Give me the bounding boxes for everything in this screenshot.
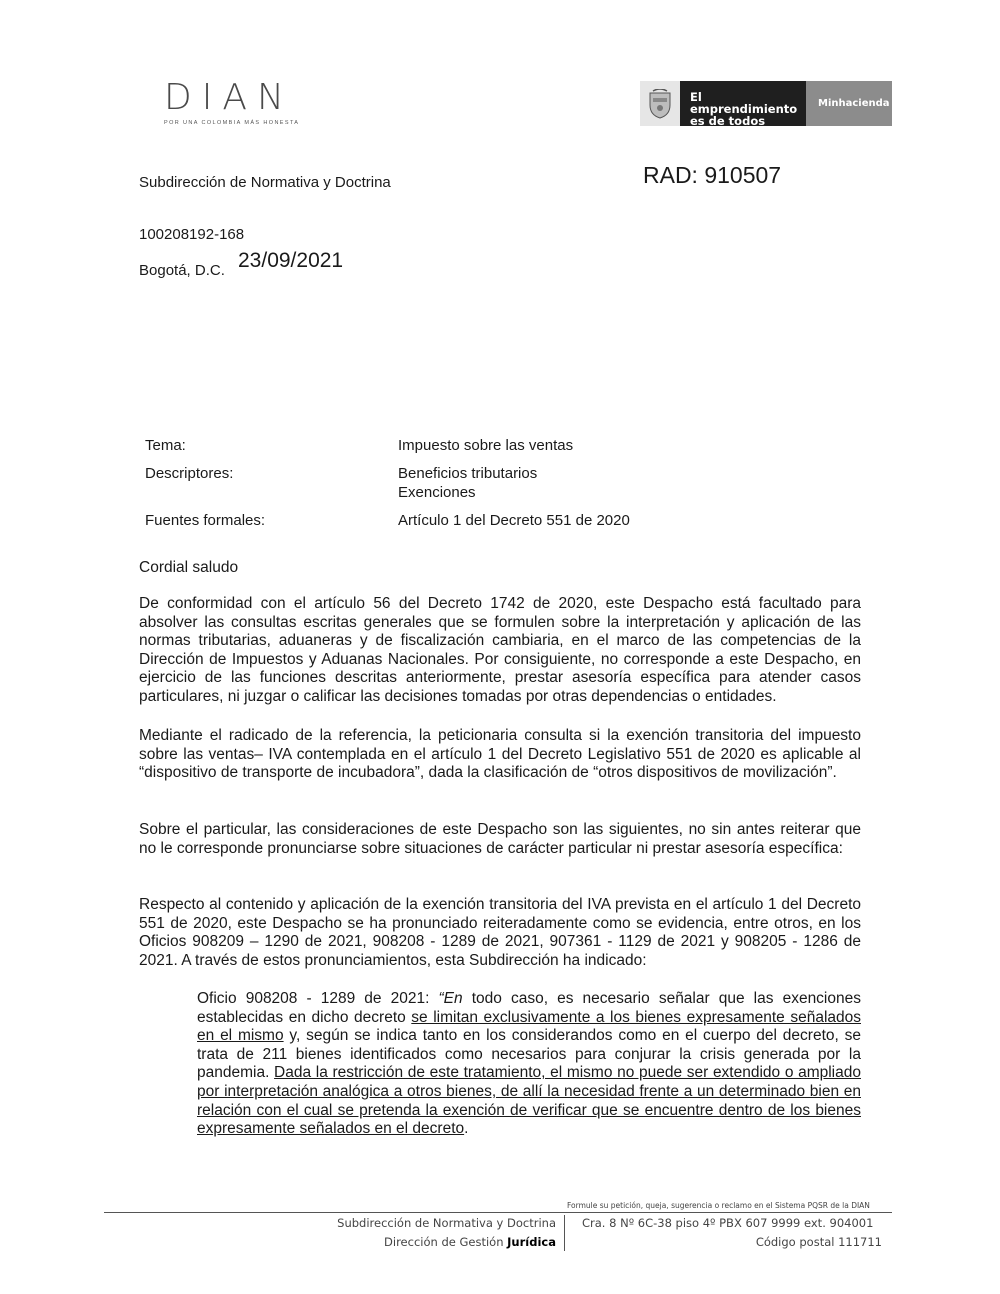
footer-direction: [384, 1235, 556, 1249]
quote-intro: Oficio 908208 - 1289 de 2021:: [197, 990, 439, 1007]
descriptores-label: Descriptores:: [145, 465, 234, 482]
dian-logo: [164, 77, 324, 128]
pqsr-note: Formule su petición, queja, sugerencia o reclamo en el Sistema PQSR de la DIAN: [567, 1201, 870, 1210]
quote-underline-2: Dada la restricción de este tratamiento, el mismo no puede ser extendido o ampliado por interpretación analógica a otros bienes, de allí la necesidad frente a un determinado bien en relación con el cual se pretenda la exención de verificar que se encuentre dentro de los bienes expresamente señalados en el decreto: [197, 1064, 861, 1138]
quoted-oficio: [197, 990, 861, 1139]
descriptores-value-1: Beneficios tributarios: [398, 465, 538, 482]
fuentes-value: Artículo 1 del Decreto 551 de 2020: [398, 512, 630, 529]
paragraph-query: Mediante el radicado de la referencia, la peticionaria consulta si la exención transitoria del impuesto sobre las ventas– IVA contemplada en el artículo 1 del Decreto Legislativo 551 de 2020 es aplicable al “dispositivo de transporte de incubadora”, dada la clasificación de “otros dispositivos de movilización”.: [139, 727, 861, 782]
footer-postal-code: Código postal 111711: [755, 1235, 882, 1249]
footer-office: Subdirección de Normativa y Doctrina: [337, 1216, 556, 1230]
footer-direction-bold: Jurídica: [507, 1235, 556, 1249]
slogan-line-1: El emprendimiento: [690, 90, 798, 116]
greeting: Cordial saludo: [139, 559, 239, 576]
tema-label: Tema:: [145, 437, 186, 454]
footer-vertical-divider: [564, 1215, 565, 1251]
tema-value: Impuesto sobre las ventas: [398, 437, 574, 454]
ministry-label: Minhacienda: [806, 81, 892, 126]
slogan-line-2: es de todos: [690, 114, 766, 128]
footer-direction-prefix: Dirección de Gestión: [384, 1235, 508, 1249]
dian-logo-text: DIAN: [164, 77, 294, 118]
dian-tagline: POR UNA COLOMBIA MÁS HONESTA: [164, 120, 300, 126]
quote-underline-1: se limitan exclusivamente a los bienes expresamente señalados en el mismo: [197, 1008, 861, 1045]
quote-end: .: [464, 1120, 469, 1138]
footer-divider: [104, 1212, 892, 1213]
descriptores-value-2: Exenciones: [398, 484, 476, 501]
rad-number: RAD: 910507: [643, 162, 782, 188]
footer-address: Cra. 8 Nº 6C-38 piso 4º PBX 607 9999 ext. 904001: [582, 1216, 874, 1230]
city: Bogotá, D.C.: [139, 262, 225, 279]
colombia-coat-of-arms-icon: [640, 81, 680, 126]
quote-open: “En: [438, 990, 463, 1007]
paragraph-competence: De conformidad con el artículo 56 del Decreto 1742 de 2020, este Despacho está facultado para absolver las consultas escritas generales que se formulen sobre la interpretación y aplicación de las normas tributarias, aduaneras y de fiscalización cambiaria, en el marco de las competencias de la Dirección de Impuestos y Aduanas Nacionales. Por consiguiente, no corresponde a este Despacho, en ejercicio de las funciones descritas anteriormente, prestar asesoría específica para atender casos particulares, ni juzgar o calificar las decisiones tomadas por otras dependencias o entidades.: [139, 595, 861, 705]
document-date: 23/09/2021: [238, 249, 344, 272]
reference-number: 100208192-168: [139, 226, 245, 243]
quote-segment-1: todo caso, es necesario señalar que las exenciones establecidas en dicho decreto: [197, 990, 861, 1026]
paragraph-considerations: Sobre el particular, las consideraciones de este Despacho son las siguientes, no sin antes reiterar que no le corresponde pronunciarse sobre situaciones de carácter particular ni prestar asesoría específica:: [139, 821, 861, 857]
quote-segment-2: y, según se indica tanto en los considerandos como en el cuerpo del decreto, se trata de 211 bienes identificados como necesarios para conjurar la crisis generada por la pandemia.: [197, 1027, 861, 1082]
paragraph-background: Respecto al contenido y aplicación de la exención transitoria del IVA prevista en el artículo 1 del Decreto 551 de 2020, este Despacho se ha pronunciado reiteradamente como se evidencia, entre otros, en los Oficios 908209 – 1290 de 2021, 908208 - 1289 de 2021, 907361 - 1129 de 2021 y 908205 - 1286 de 2021. A través de estos pronunciamientos, esta Subdirección ha indicado:: [139, 896, 861, 969]
government-slogan: [680, 81, 806, 126]
government-banner: [640, 81, 892, 126]
office-name: Subdirección de Normativa y Doctrina: [139, 174, 391, 191]
fuentes-label: Fuentes formales:: [145, 512, 266, 529]
